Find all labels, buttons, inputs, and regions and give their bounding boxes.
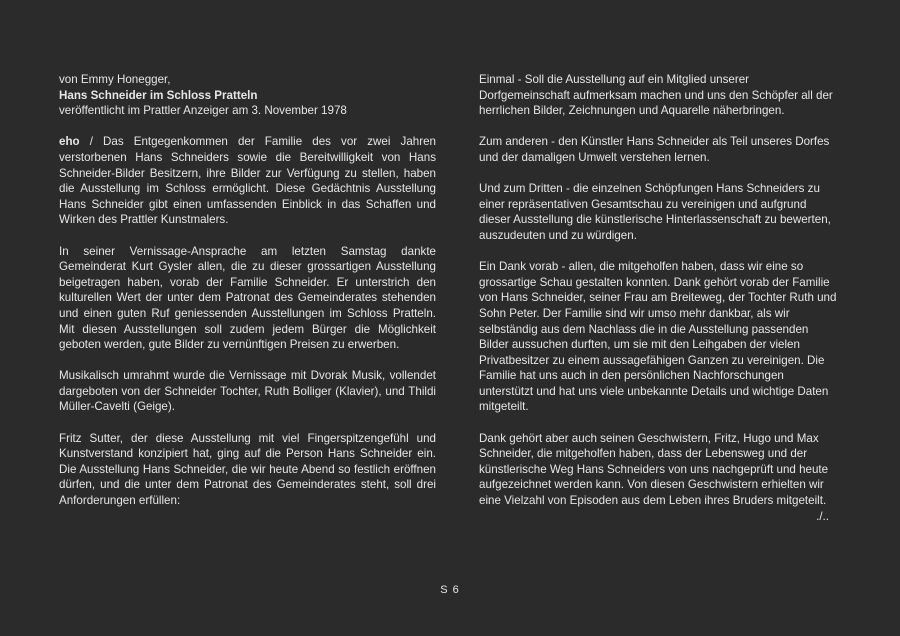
paragraph-first-requirement: Einmal - Soll die Ausstellung auf ein Mitglied unserer Dorfgemeinschaft aufmerksam machen und uns den Schöpfer all der herrlichen Bilder, Zeichnungen und Aquarelle näherbringen. (479, 73, 833, 118)
paragraph-thanks-siblings: Dank gehört aber auch seinen Geschwistern, Fritz, Hugo und Max Schneider, die mitgeholfen haben, dass der Lebensweg und der künstlerische Weg Hans Schneiders von uns nachgeprüft und heute aufgezeichnet werden kann. Von diesen Geschwistern erhielten wir eine Vielzahl von Episoden aus dem Leben ihres Bruders mitgeteilt. (479, 431, 829, 508)
paragraph-thanks-family: Ein Dank vorab - allen, die mitgeholfen haben, dass wir eine so grossartige Schau gestalten konnten. Dank gehört vorab der Familie von Hans Schneider, seiner Frau am Breiteweg, der Tochter Ruth und Sohn Peter. Der Familie sind wir umso mehr dankbar, als wir selbständig aus dem Nachlass die in die Ausstellung passenden Bilder aussuchen durften, um sie mit den Leihgaben der vielen Privatbesitzer zu einem aussagefähigen Ganzen zu vereinigen. Die Familie hat uns auch in den persönlichen Nachforschungen unterstützt und hat uns viele unbekannte Details und wichtige Daten mitgeteilt. (479, 260, 837, 414)
paragraph-third-requirement: Und zum Dritten - die einzelnen Schöpfungen Hans Schneiders zu einer repräsentativen Gesamtschau zu vereinigen und aufgrund dieser Ausstellung die künstlerische Hinterlassenschaft zu bewerten, auszudeuten und zu würdigen. (479, 182, 831, 242)
publication-line: veröffentlicht im Prattler Anzeiger am 3. November 1978 (59, 104, 347, 118)
right-column (479, 72, 841, 524)
paragraph-vernissage: In seiner Vernissage-Ansprache am letzten Samstag dankte Gemeinderat Kurt Gysler allen, die zu dieser grossartigen Ausstellung beigetragen haben, vorab der Familie Schneider. Er unterstrich den kulturellen Wert der unter dem Patronat des Gemeinderates stehenden und einen guten Ruf geniessenden Ausstellungen im Schloss Pratteln. Mit diesen Ausstellungen soll zudem jedem Bürger die Möglichkeit geboten werden, gute Bilder zu vernünftigen Preisen zu erwerben. (59, 244, 436, 352)
paragraph-intro (59, 134, 436, 228)
article-title: Hans Schneider im Schloss Pratteln (59, 88, 258, 102)
spacer (59, 119, 436, 135)
continued-marker: ./.. (816, 509, 829, 523)
paragraph-second-requirement: Zum anderen - den Künstler Hans Schneider als Teil unseres Dorfes und der damaligen Umwelt verstehen lernen. (479, 135, 830, 164)
author-initials: eho (59, 135, 80, 149)
paragraph-intro-text: / Das Entgegenkommen der Familie des vor zwei Jahren verstorbenen Hans Schneiders sowie die Bereitwilligkeit von Hans Schneider-Bilder Besitzern, ihre Bilder zur Verfügung zu stellen, haben die Ausstellung im Schloss ermöglicht. Diese Gedächtnis Ausstellung Hans Schneider gibt einen umfassenden Einblick in das Schaffen und Wirken des Prattler Kunstmalers. (59, 135, 436, 227)
author-line: von Emmy Honegger, (59, 73, 171, 86)
left-column (59, 72, 436, 524)
page-number: S 6 (440, 584, 460, 596)
paragraph-sutter: Fritz Sutter, der diese Ausstellung mit viel Fingerspitzengefühl und Kunstverstand konzipiert hat, ging auf die Person Hans Schneider ein. Die Ausstellung Hans Schneider, die wir heute Abend so festlich eröffnen dürfen, und die unter dem Patronat des Gemeinderates steht, soll drei Anforderungen erfüllen: (59, 431, 436, 508)
paragraph-music: Musikalisch umrahmt wurde die Vernissage mit Dvorak Musik, vollendet dargeboten von der Schneider Tochter, Ruth Bolliger (Klavier), und Thildi Müller-Cavelti (Geige). (59, 369, 436, 414)
